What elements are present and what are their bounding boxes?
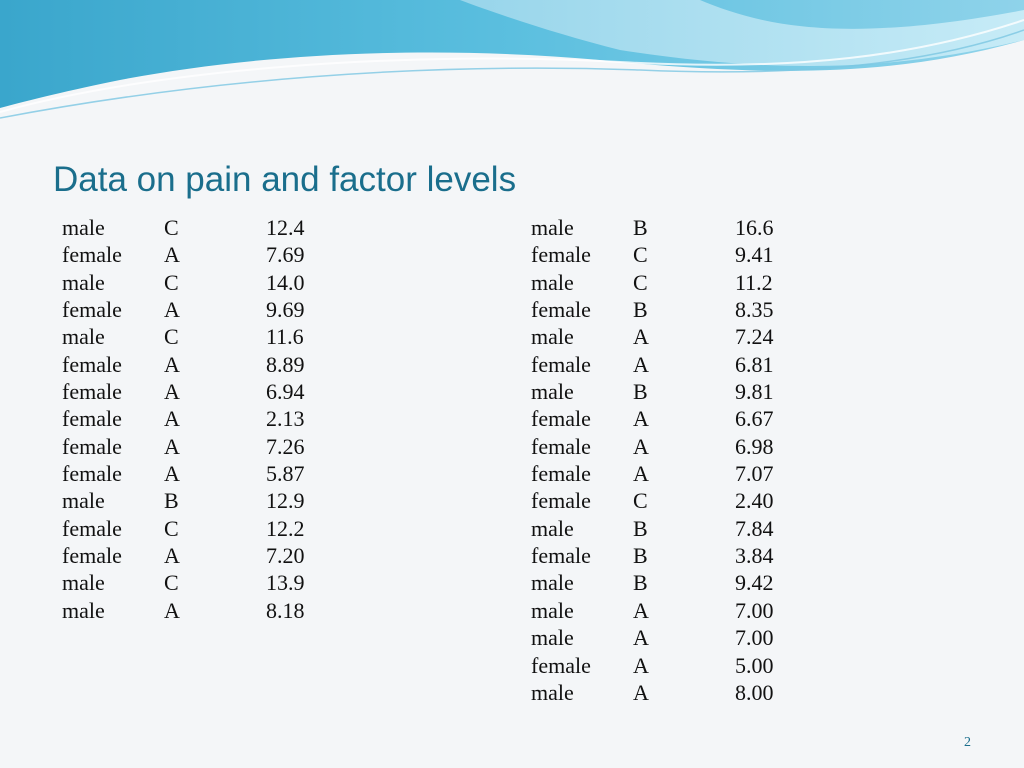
table-row — [531, 460, 815, 487]
pain-value-cell: 8.18 — [266, 597, 305, 623]
sex-cell: female — [531, 461, 591, 487]
table-row — [62, 378, 346, 405]
table-row — [62, 597, 346, 624]
page-number: 2 — [964, 735, 971, 750]
pain-value-cell: 11.2 — [735, 269, 773, 295]
sex-cell: male — [62, 570, 105, 596]
pain-value-cell: 11.6 — [266, 324, 304, 350]
data-table-right — [531, 214, 815, 706]
factor-level-cell: B — [633, 297, 648, 323]
pain-value-cell: 9.41 — [735, 242, 774, 268]
factor-level-cell: B — [633, 515, 648, 541]
factor-level-cell: A — [164, 597, 180, 623]
data-table-left — [62, 214, 346, 624]
sex-cell: female — [531, 652, 591, 678]
table-row — [62, 460, 346, 487]
header-wave-decoration — [0, 0, 1024, 125]
sex-cell: male — [531, 679, 574, 705]
factor-level-cell: A — [164, 433, 180, 459]
table-row — [531, 679, 815, 706]
pain-value-cell: 7.20 — [266, 543, 305, 569]
factor-level-cell: B — [633, 379, 648, 405]
pain-value-cell: 6.67 — [735, 406, 774, 432]
sex-cell: male — [62, 215, 105, 240]
sex-cell: male — [62, 597, 105, 623]
factor-level-cell: A — [633, 597, 649, 623]
sex-cell: female — [62, 433, 122, 459]
factor-level-cell: A — [633, 324, 649, 350]
pain-value-cell: 12.4 — [266, 215, 305, 240]
factor-level-cell: A — [633, 351, 649, 377]
sex-cell: female — [531, 543, 591, 569]
sex-cell: male — [531, 269, 574, 295]
slide-title: Data on pain and factor levels — [53, 160, 517, 199]
pain-value-cell: 14.0 — [266, 269, 305, 295]
sex-cell: male — [531, 215, 574, 240]
sex-cell: female — [531, 297, 591, 323]
sex-cell: female — [62, 406, 122, 432]
pain-value-cell: 6.81 — [735, 351, 774, 377]
table-row — [62, 515, 346, 542]
table-row — [531, 351, 815, 378]
table-row — [531, 405, 815, 432]
pain-value-cell: 2.13 — [266, 406, 305, 432]
pain-value-cell: 9.81 — [735, 379, 774, 405]
table-row — [531, 515, 815, 542]
factor-level-cell: A — [164, 379, 180, 405]
sex-cell: female — [531, 351, 591, 377]
pain-value-cell: 7.00 — [735, 625, 774, 651]
factor-level-cell: A — [633, 679, 649, 705]
sex-cell: female — [62, 297, 122, 323]
factor-level-cell: A — [633, 625, 649, 651]
factor-level-cell: A — [633, 652, 649, 678]
factor-level-cell: A — [633, 433, 649, 459]
sex-cell: male — [531, 379, 574, 405]
table-row — [531, 597, 815, 624]
sex-cell: male — [62, 269, 105, 295]
factor-level-cell: A — [164, 461, 180, 487]
table-row — [531, 378, 815, 405]
factor-level-cell: A — [164, 543, 180, 569]
factor-level-cell: A — [164, 297, 180, 323]
factor-level-cell: B — [633, 543, 648, 569]
pain-value-cell: 13.9 — [266, 570, 305, 596]
table-row — [531, 542, 815, 569]
pain-value-cell: 16.6 — [735, 215, 774, 240]
factor-level-cell: C — [164, 269, 179, 295]
pain-value-cell: 7.84 — [735, 515, 774, 541]
sex-cell: female — [531, 433, 591, 459]
table-row — [531, 433, 815, 460]
table-row — [62, 269, 346, 296]
sex-cell: male — [531, 570, 574, 596]
table-row — [62, 323, 346, 350]
factor-level-cell: B — [633, 215, 648, 240]
pain-value-cell: 3.84 — [735, 543, 774, 569]
factor-level-cell: C — [164, 570, 179, 596]
sex-cell: female — [62, 351, 122, 377]
factor-level-cell: C — [633, 269, 648, 295]
sex-cell: female — [62, 543, 122, 569]
factor-level-cell: A — [633, 461, 649, 487]
sex-cell: female — [62, 515, 122, 541]
sex-cell: female — [62, 242, 122, 268]
table-row — [62, 542, 346, 569]
table-row — [531, 487, 815, 514]
pain-value-cell: 7.69 — [266, 242, 305, 268]
factor-level-cell: C — [633, 242, 648, 268]
pain-value-cell: 12.2 — [266, 515, 305, 541]
table-row — [531, 323, 815, 350]
factor-level-cell: C — [633, 488, 648, 514]
sex-cell: female — [62, 461, 122, 487]
factor-level-cell: A — [633, 406, 649, 432]
pain-value-cell: 7.00 — [735, 597, 774, 623]
factor-level-cell: A — [164, 351, 180, 377]
sex-cell: female — [531, 406, 591, 432]
factor-level-cell: C — [164, 215, 179, 240]
table-row — [531, 624, 815, 651]
table-row — [62, 351, 346, 378]
table-row — [531, 569, 815, 596]
pain-value-cell: 8.35 — [735, 297, 774, 323]
table-row — [62, 405, 346, 432]
sex-cell: male — [531, 625, 574, 651]
factor-level-cell: C — [164, 515, 179, 541]
sex-cell: male — [531, 324, 574, 350]
table-row — [62, 433, 346, 460]
pain-value-cell: 9.69 — [266, 297, 305, 323]
sex-cell: male — [62, 324, 105, 350]
pain-value-cell: 9.42 — [735, 570, 774, 596]
factor-level-cell: C — [164, 324, 179, 350]
pain-value-cell: 7.07 — [735, 461, 774, 487]
sex-cell: female — [531, 488, 591, 514]
pain-value-cell: 6.98 — [735, 433, 774, 459]
pain-value-cell: 2.40 — [735, 488, 774, 514]
pain-value-cell: 6.94 — [266, 379, 305, 405]
pain-value-cell: 8.89 — [266, 351, 305, 377]
table-row — [531, 214, 815, 241]
table-row — [62, 487, 346, 514]
factor-level-cell: A — [164, 242, 180, 268]
sex-cell: male — [531, 597, 574, 623]
table-row — [531, 296, 815, 323]
factor-level-cell: B — [633, 570, 648, 596]
table-row — [531, 241, 815, 268]
pain-value-cell: 5.00 — [735, 652, 774, 678]
pain-value-cell: 8.00 — [735, 679, 774, 705]
sex-cell: male — [531, 515, 574, 541]
table-row — [531, 269, 815, 296]
factor-level-cell: B — [164, 488, 179, 514]
table-row — [531, 652, 815, 679]
table-row — [62, 569, 346, 596]
pain-value-cell: 7.24 — [735, 324, 774, 350]
pain-value-cell: 12.9 — [266, 488, 305, 514]
sex-cell: female — [531, 242, 591, 268]
table-row — [62, 214, 346, 241]
table-row — [62, 296, 346, 323]
factor-level-cell: A — [164, 406, 180, 432]
sex-cell: male — [62, 488, 105, 514]
pain-value-cell: 5.87 — [266, 461, 305, 487]
table-row — [62, 241, 346, 268]
pain-value-cell: 7.26 — [266, 433, 305, 459]
sex-cell: female — [62, 379, 122, 405]
